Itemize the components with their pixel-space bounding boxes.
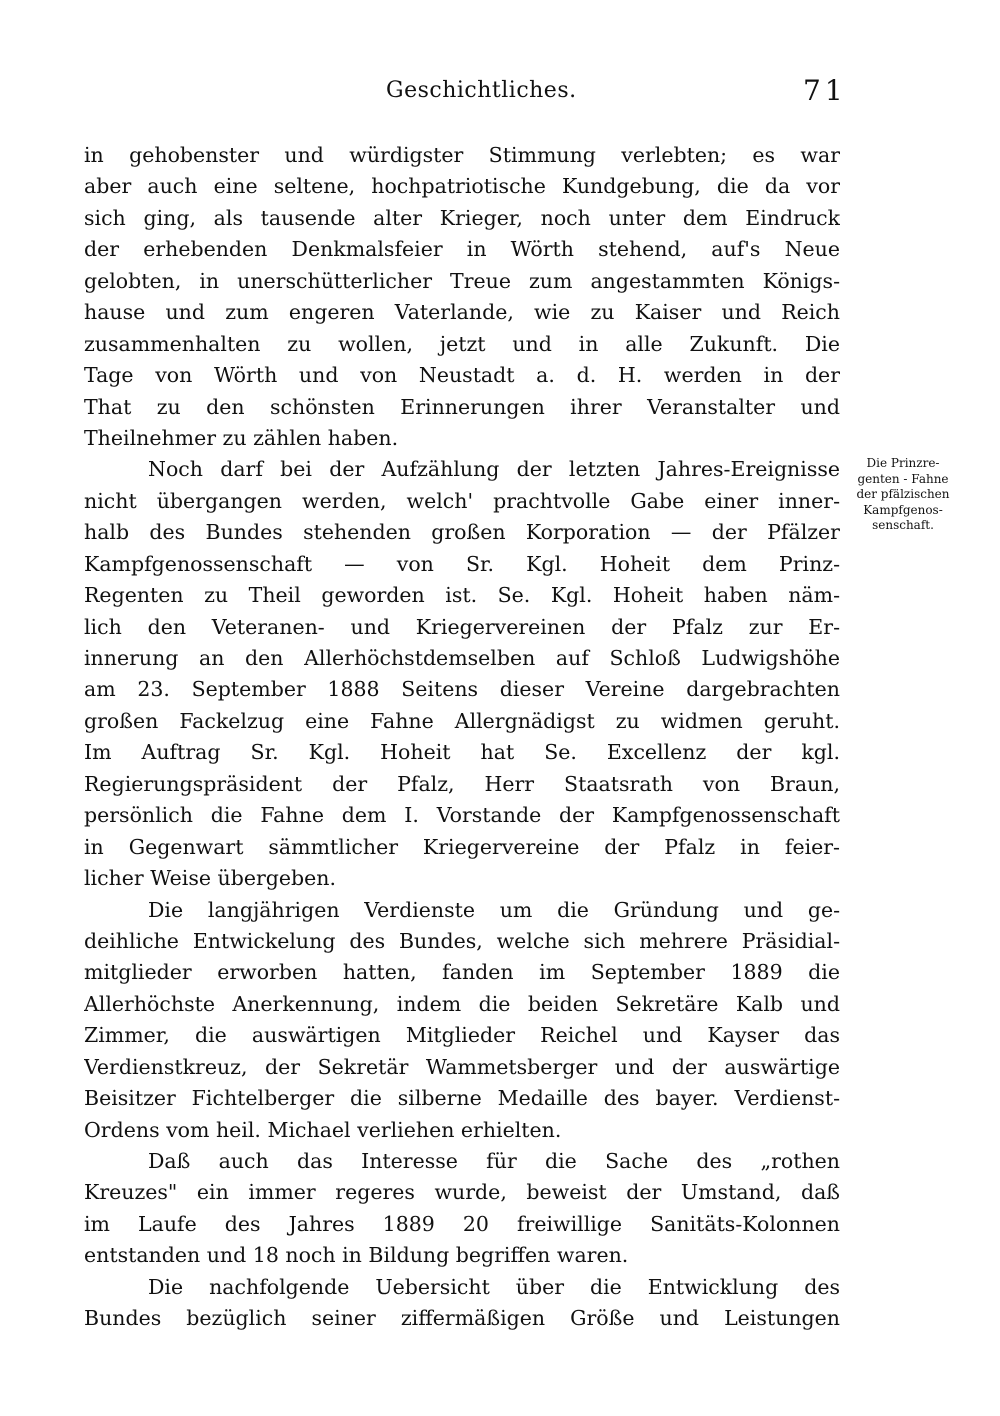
text-line: Kampfgenossenschaft — von Sr. Kgl. Hoheit dem Prinz- xyxy=(84,551,840,576)
text-line: innerung an den Allerhöchstdemselben auf Schloß Ludwigshöhe xyxy=(84,646,840,670)
text-line: Regierungspräsident der Pfalz, Herr Staatsrath von Braun, xyxy=(84,771,840,796)
text-line: Im Auftrag Sr. Kgl. Hoheit hat Se. Excellenz der kgl. xyxy=(84,740,840,765)
text-line: gelobten, in unerschütterlicher Treue zum angestammten Königs- xyxy=(84,268,840,293)
text-line: Zimmer, die auswärtigen Mitglieder Reichel und Kayser das xyxy=(84,1023,840,1048)
text-line: licher Weise übergeben. xyxy=(84,866,336,891)
text-line: deihliche Entwickelung des Bundes, welche sich mehrere Präsidial- xyxy=(84,928,840,953)
body-text xyxy=(84,140,840,1335)
text-line: mitglieder erworben hatten, fanden im September 1889 die xyxy=(84,960,840,985)
running-head-title: Geschichtliches. xyxy=(386,78,577,103)
text-line: großen Fackelzug eine Fahne Allergnädigst zu widmen geruht. xyxy=(84,708,840,733)
text-line: persönlich die Fahne dem I. Vorstande der Kampfgenossenschaft xyxy=(84,803,840,828)
text-line: im Laufe des Jahres 1889 20 freiwillige Sanitäts-Kolonnen xyxy=(84,1211,840,1236)
text-line: entstanden und 18 noch in Bildung begriffen waren. xyxy=(84,1243,629,1268)
margin-note-line: genten - Fahne xyxy=(857,471,949,486)
text-line: Bundes bezüglich seiner ziffermäßigen Größe und Leistungen xyxy=(84,1306,840,1331)
margin-note-line: senschaft. xyxy=(872,518,934,532)
text-line: Kreuzes" ein immer regeres wurde, beweist der Umstand, daß xyxy=(84,1180,840,1205)
text-line: lich den Veteranen- und Kriegervereinen der Pfalz zur Er- xyxy=(84,614,840,639)
text-line: Beisitzer Fichtelberger die silberne Medaille des bayer. Verdienst- xyxy=(84,1086,840,1111)
text-line: zusammenhalten zu wollen, jetzt und in alle Zukunft. Die xyxy=(84,331,840,356)
margin-note-line: Die Prinzre- xyxy=(866,456,940,470)
text-line: Noch darf bei der Aufzählung der letzten Jahres-Ereignisse xyxy=(148,457,840,482)
text-line: Verdienstkreuz, der Sekretär Wammetsberger und der auswärtige xyxy=(84,1054,840,1079)
margin-note-line: der pfälzischen xyxy=(856,487,950,501)
text-line: Ordens vom heil. Michael verliehen erhielten. xyxy=(84,1117,562,1142)
text-line: nicht übergangen werden, welch' prachtvolle Gabe einer inner- xyxy=(84,488,840,513)
margin-note xyxy=(846,456,960,534)
text-line: aber auch eine seltene, hochpatriotische Kundgebung, die da vor xyxy=(84,174,840,199)
text-line: Die nachfolgende Uebersicht über die Entwicklung des xyxy=(148,1274,840,1299)
text-line: Theilnehmer zu zählen haben. xyxy=(84,425,399,450)
text-line: in Gegenwart sämmtlicher Kriegervereine der Pfalz in feier- xyxy=(84,834,840,859)
text-line: halb des Bundes stehenden großen Korporation — der Pfälzer xyxy=(84,520,840,545)
text-line: That zu den schönsten Erinnerungen ihrer Veranstalter und xyxy=(84,394,840,419)
text-line: Daß auch das Interesse für die Sache des „rothen xyxy=(148,1149,840,1173)
text-line: Allerhöchste Anerkennung, indem die beiden Sekretäre Kalb und xyxy=(84,991,840,1016)
text-line: Die langjährigen Verdienste um die Gründung und ge- xyxy=(148,897,840,922)
text-line: Tage von Wörth und von Neustadt a. d. H. werden in der xyxy=(84,363,840,388)
text-line: sich ging, als tausende alter Krieger, noch unter dem Eindruck xyxy=(84,205,840,230)
margin-note-line: Kampfgenos- xyxy=(863,502,943,517)
text-line: Regenten zu Theil geworden ist. Se. Kgl. Hoheit haben näm- xyxy=(84,583,840,608)
text-line: in gehobenster und würdigster Stimmung verlebten; es war xyxy=(84,143,840,167)
text-line: hause und zum engeren Vaterlande, wie zu Kaiser und Reich xyxy=(84,300,840,325)
text-line: der erhebenden Denkmalsfeier in Wörth stehend, auf's Neue xyxy=(84,237,840,262)
page-number: 71 xyxy=(803,74,847,107)
text-line: am 23. September 1888 Seitens dieser Vereine dargebrachten xyxy=(84,677,840,702)
